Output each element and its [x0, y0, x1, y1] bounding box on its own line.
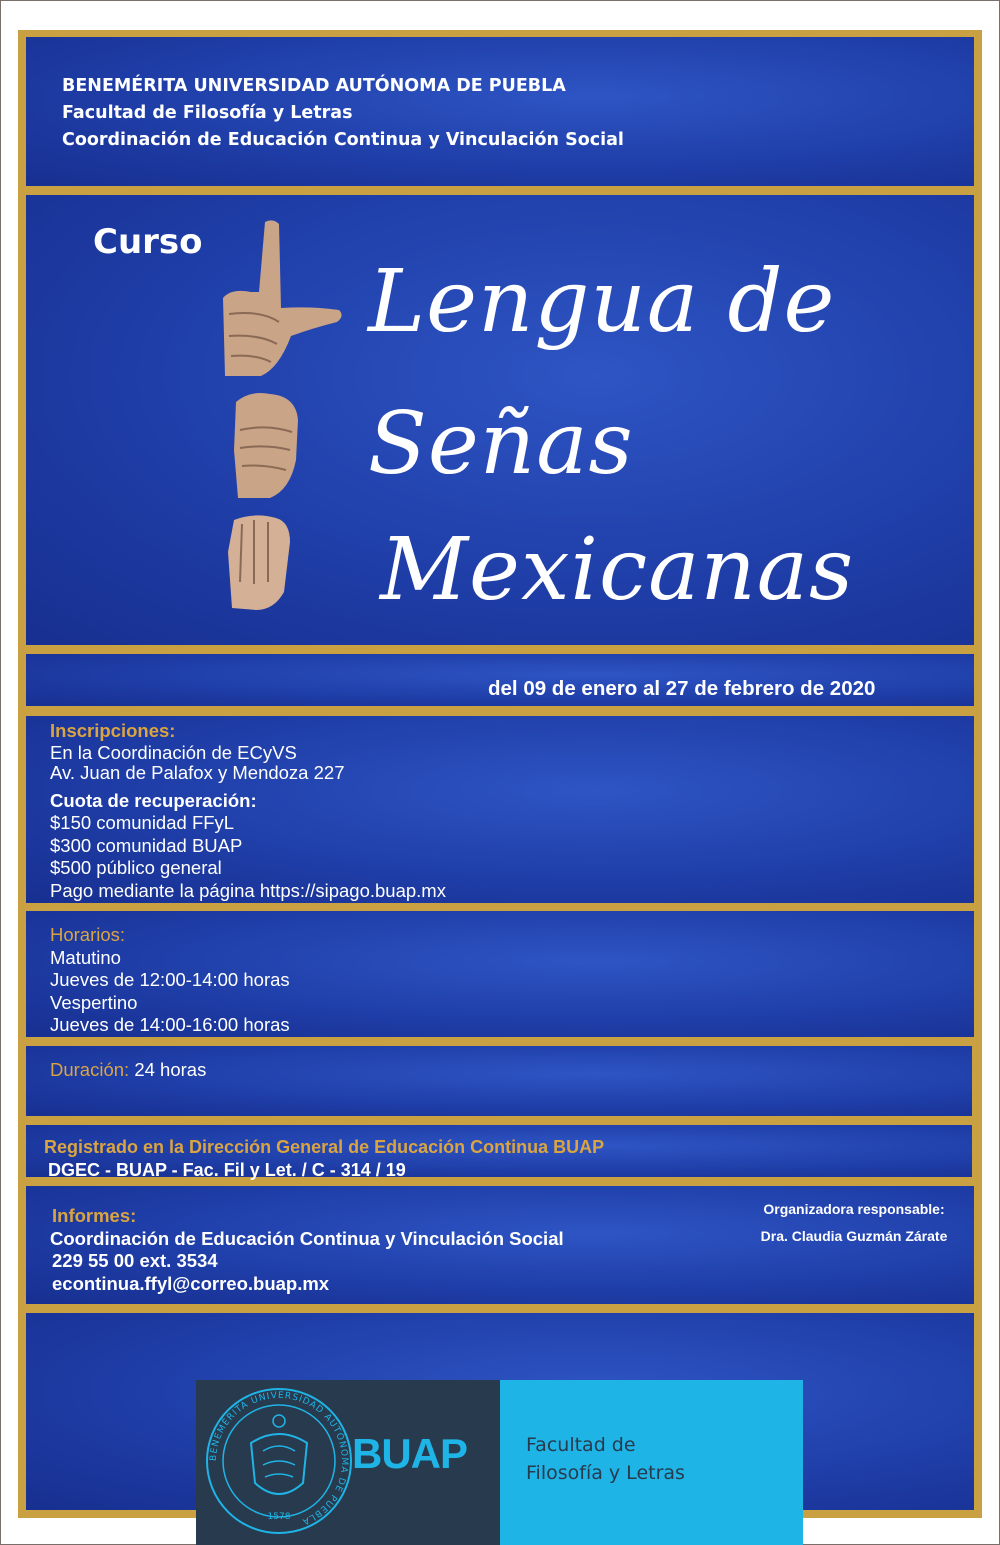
header-text	[62, 73, 624, 154]
coordination-name: Coordinación de Educación Continua y Vinculación Social	[62, 130, 624, 150]
cuota-line: $500 público general	[50, 857, 222, 878]
logo-faculty-line-2: Filosofía y Letras	[526, 1462, 685, 1484]
cuota-heading: Cuota de recuperación:	[50, 789, 257, 811]
faculty-name: Facultad de Filosofía y Letras	[62, 103, 353, 123]
brand-name: BUAP	[352, 1430, 468, 1477]
university-seal-icon	[203, 1385, 355, 1537]
informes-line: 229 55 00 ext. 3534	[52, 1250, 218, 1271]
informes-line: econtinua.ffyl@correo.buap.mx	[52, 1272, 330, 1294]
inscripciones-line: En la Coordinación de ECyVS	[50, 741, 297, 763]
horarios-line: Jueves de 14:00-16:00 horas	[50, 1014, 290, 1035]
horarios-line: Matutino	[50, 946, 121, 968]
cuota-line: $150 comunidad FFyL	[50, 812, 235, 833]
seal-year: 1578	[267, 1512, 291, 1522]
inscripciones-line: Av. Juan de Palafox y Mendoza 227	[50, 761, 345, 783]
registro-line-2: DGEC - BUAP - Fac. Fil y Let. / C - 314 / 19	[48, 1159, 406, 1180]
duracion-value: 24 horas	[134, 1059, 207, 1080]
cuota-line: $300 comunidad BUAP	[50, 834, 243, 856]
registro-block	[44, 1136, 604, 1181]
horarios-line: Jueves de 12:00-14:00 horas	[50, 969, 290, 990]
informes-line: Coordinación de Educación Continua y Vinculación Social	[50, 1227, 564, 1249]
hand-sign-m-icon	[224, 512, 294, 612]
svg-text:BENEMÉRITA UNIVERSIDAD AUTÓNOM	[209, 1391, 349, 1526]
informes-block	[50, 1205, 564, 1295]
duracion-label: Duración:	[50, 1059, 130, 1080]
hand-sign-s-icon	[230, 390, 302, 500]
university-name: BENEMÉRITA UNIVERSIDAD AUTÓNOMA DE PUEBLA	[62, 76, 566, 96]
title-line-3: Mexicanas	[380, 520, 855, 620]
duracion-block	[50, 1059, 206, 1082]
organizer-name: Dra. Claudia Guzmán Zárate	[760, 1228, 948, 1244]
course-dates: del 09 de enero al 27 de febrero de 2020	[488, 677, 876, 700]
hand-sign-l-icon	[221, 218, 346, 378]
organizer-label: Organizadora responsable:	[763, 1201, 945, 1217]
logo-faculty	[526, 1431, 685, 1487]
inscripciones-block	[50, 720, 446, 902]
horarios-heading: Horarios:	[50, 924, 126, 945]
course-label: Curso	[93, 222, 203, 262]
title-line-2: Señas	[368, 394, 634, 494]
horarios-block	[50, 924, 290, 1037]
inscripciones-heading: Inscripciones:	[50, 720, 176, 741]
title-line-1: Lengua de	[368, 252, 836, 352]
organizer-block	[740, 1196, 968, 1250]
cuota-line: Pago mediante la página https://sipago.buap.mx	[50, 879, 446, 901]
seal-text: BENEMÉRITA UNIVERSIDAD AUTÓNOMA DE PUEBLA	[208, 1390, 350, 1527]
informes-heading: Informes:	[52, 1205, 137, 1226]
horarios-line: Vespertino	[50, 991, 138, 1013]
registro-line-1: Registrado en la Dirección General de Educación Continua BUAP	[44, 1137, 605, 1157]
logo-faculty-line-1: Facultad de	[526, 1434, 636, 1456]
